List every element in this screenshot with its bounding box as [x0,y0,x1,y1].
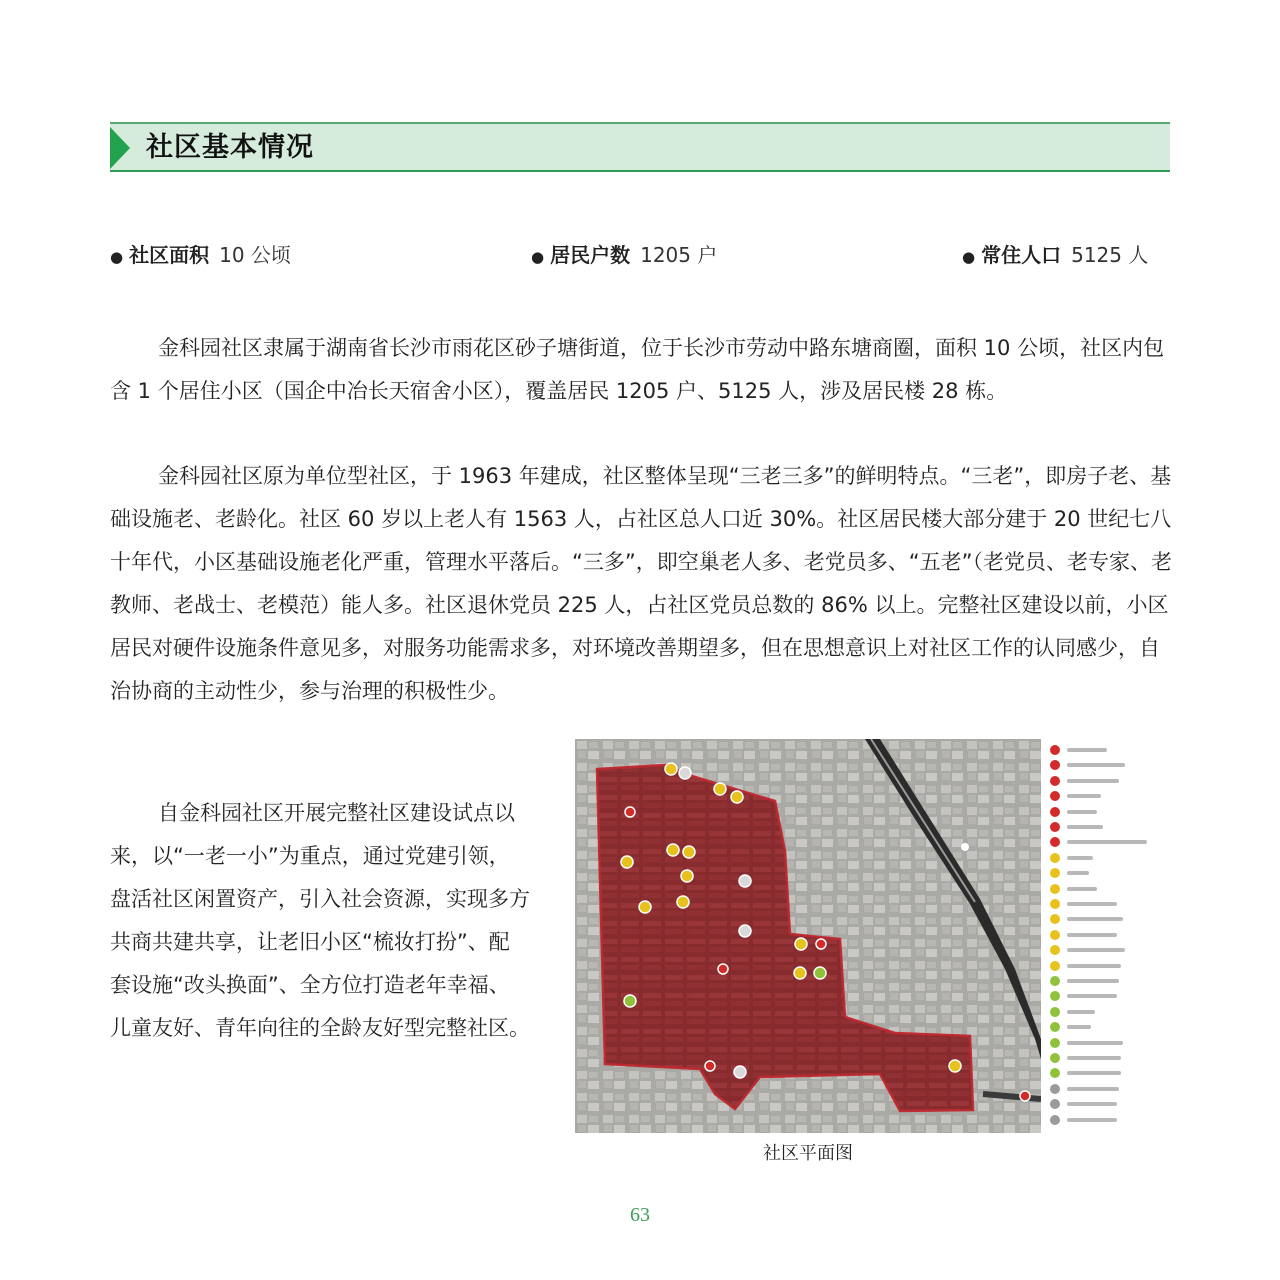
legend-marker-icon [1050,1007,1060,1017]
legend-marker-icon [1050,976,1060,986]
legend-label [1067,948,1125,952]
legend-item [1050,1053,1160,1063]
legend-item [1050,914,1160,924]
legend-item [1050,837,1160,847]
paragraph-pilot [110,792,530,1050]
legend-marker-icon [1050,1115,1060,1125]
map-legend [1050,745,1160,1129]
stat-value: 5125 人 [1071,243,1149,267]
legend-item [1050,930,1160,940]
legend-item [1050,945,1160,955]
legend-marker-icon [1050,1099,1060,1109]
section-header [110,122,1170,172]
legend-label [1067,1118,1117,1122]
paragraph-characteristics [110,455,1172,713]
legend-marker-icon [1050,822,1060,832]
section-title: 社区基本情况 [146,132,314,163]
legend-marker-icon [1050,961,1060,971]
arrow-icon [110,127,130,169]
legend-label [1067,779,1119,783]
legend-marker-icon [1050,884,1060,894]
stat-value: 1205 户 [640,243,718,267]
legend-marker-icon [1050,791,1060,801]
legend-item [1050,1038,1160,1048]
legend-label [1067,871,1089,875]
legend-label [1067,748,1107,752]
stat-label: 居民户数 [550,243,631,267]
legend-marker-icon [1050,868,1060,878]
stat-value: 10 公顷 [219,243,291,267]
legend-label [1067,994,1117,998]
paragraph-text: 金科园社区原为单位型社区，于 1963 年建成，社区整体呈现“三老三多”的鲜明特点。“三老”，即房子老、基础设施老、老龄化。社区 60 岁以上老人有 1563 人，占社区总人口近 30%。社区居民楼大部分建于 20 世纪七八十年代，小区基础设施老化严重，管理水平落后。“三多”，即空巢老人多、老党员多、“五老”（老党员、老专家、老教师、老战士、老模范）能人多。社区退休党员 225 人，占社区党员总数的 86% 以上。完整社区建设以前，小区居民对硬件设施条件意见多，对服务功能需求多，对环境改善期望多，但在思想意识上对社区工作的认同感少，自治协商的主动性少，参与治理的积极性少。 [110,464,1173,703]
stat-population [962,240,1148,272]
legend-item [1050,1084,1160,1094]
legend-label [1067,1041,1123,1045]
legend-label [1067,1071,1121,1075]
legend-item [1050,868,1160,878]
legend-label [1067,856,1093,860]
legend-item [1050,822,1160,832]
page-number: 63 [630,1204,650,1226]
bullet-icon: ● [110,248,124,266]
community-map [575,739,1041,1133]
legend-label [1067,1087,1119,1091]
stat-area [110,240,291,272]
legend-marker-icon [1050,991,1060,1001]
legend-label [1067,794,1101,798]
legend-item [1050,1115,1160,1125]
legend-marker-icon [1050,745,1060,755]
legend-item [1050,776,1160,786]
legend-item [1050,745,1160,755]
legend-item [1050,899,1160,909]
stat-households [531,240,717,272]
legend-label [1067,825,1103,829]
legend-label [1067,763,1125,767]
legend-marker-icon [1050,807,1060,817]
legend-item [1050,1099,1160,1109]
legend-item [1050,961,1160,971]
legend-label [1067,840,1147,844]
paragraph-text: 自金科园社区开展完整社区建设试点以来，以“一老一小”为重点，通过党建引领，盘活社区闲置资产，引入社会资源，实现多方共商共建共享，让老旧小区“梳妆打扮”、配套设施“改头换面”、全方位打造老年幸福、儿童友好、青年向往的全龄友好型完整社区。 [110,801,530,1040]
legend-marker-icon [1050,1038,1060,1048]
legend-marker-icon [1050,853,1060,863]
bullet-icon: ● [531,248,545,266]
bullet-icon: ● [962,248,976,266]
legend-label [1067,1025,1091,1029]
legend-item [1050,991,1160,1001]
legend-item [1050,791,1160,801]
legend-label [1067,979,1119,983]
legend-marker-icon [1050,760,1060,770]
legend-marker-icon [1050,1084,1060,1094]
legend-marker-icon [1050,899,1060,909]
legend-marker-icon [1050,776,1060,786]
legend-item [1050,1068,1160,1078]
legend-label [1067,887,1097,891]
legend-marker-icon [1050,1022,1060,1032]
legend-item [1050,807,1160,817]
legend-item [1050,976,1160,986]
legend-marker-icon [1050,945,1060,955]
legend-marker-icon [1050,1068,1060,1078]
legend-label [1067,933,1117,937]
legend-item [1050,760,1160,770]
legend-label [1067,1010,1095,1014]
map-image [575,739,1041,1133]
legend-label [1067,810,1097,814]
legend-label [1067,1056,1121,1060]
legend-label [1067,1102,1117,1106]
legend-marker-icon [1050,930,1060,940]
legend-marker-icon [1050,837,1060,847]
legend-label [1067,917,1123,921]
legend-item [1050,853,1160,863]
legend-label [1067,964,1121,968]
figure-caption: 社区平面图 [763,1143,853,1164]
paragraph-overview [110,327,1172,413]
legend-marker-icon [1050,1053,1060,1063]
legend-label [1067,902,1117,906]
legend-item [1050,884,1160,894]
stat-label: 常住人口 [981,243,1062,267]
stat-label: 社区面积 [129,243,210,267]
paragraph-text: 金科园社区隶属于湖南省长沙市雨花区砂子塘街道，位于长沙市劳动中路东塘商圈，面积 10 公顷，社区内包含 1 个居住小区（国企中冶长天宿舍小区），覆盖居民 1205 户、5125 人，涉及居民楼 28 栋。 [110,336,1165,403]
legend-item [1050,1022,1160,1032]
legend-marker-icon [1050,914,1060,924]
legend-item [1050,1007,1160,1017]
